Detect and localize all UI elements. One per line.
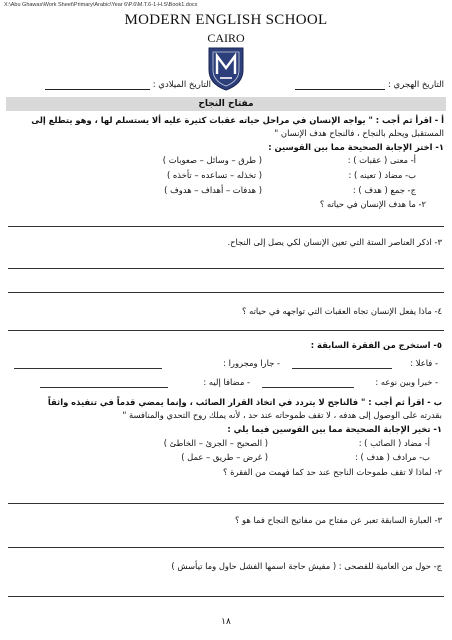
answer-line[interactable]	[8, 292, 444, 293]
answer-line[interactable]	[8, 547, 444, 548]
b-q1-heading: ١- تخير الإجابة الصحيحة مما بين القوسين فيما يلي :	[227, 424, 442, 434]
q5-subject-label: - فاعلا :	[410, 358, 438, 368]
answer-line[interactable]	[8, 596, 444, 597]
b-q1-item-b-label: ب- مرادف ( هدف ) :	[355, 452, 430, 462]
passage-b-line2: بقدرته على الوصول إلى هدفه ، لا تقف طموحاته عند حد ، لأنه يملك روح التحدي والمنافسة "	[122, 410, 442, 420]
answer-line[interactable]	[8, 330, 444, 331]
passage-b-line1: ب - اقرأ ثم أجب : " فالناجح لا يتردد في اتخاذ القرار الصائب ، وإنما يمضي قدماً في تنفيذه واثقاً	[47, 397, 442, 407]
b-q4-text: ج- حول من العامية للفصحى : ( مفيش حاجة اسمها الفشل حاول وما تيأسش )	[171, 561, 442, 571]
answer-line[interactable]	[8, 503, 444, 504]
b-q1-item-a-label: أ- مضاد ( الصائب ) :	[358, 438, 430, 448]
b-q2-text: ٢- لماذا لا تقف طموحات الناجح عند حد كما فهمت من الفقرة ؟	[223, 467, 442, 477]
answer-line[interactable]	[8, 226, 444, 227]
file-path-text: X:\Abu Ghawas\Work Sheet\Primary\Arabic\Year 6\P.6\M.T.6-1-H.S\Book1.docx	[4, 2, 198, 8]
q1-item-b-label: ب- مضاد ( تعينه ) :	[348, 170, 416, 180]
q1-heading: ١- اختر الإجابة الصحيحة مما بين القوسين :	[268, 142, 444, 152]
q5-heading: ٥- استخرج من الفقرة السابقة :	[310, 340, 442, 350]
q2-text: ٢- ما هدف الإنسان في حياته ؟	[319, 199, 426, 209]
gregorian-date-line[interactable]	[45, 80, 150, 90]
q4-text: ٤- ماذا يفعل الإنسان تجاه العقبات التي تواجهه في حياته ؟	[242, 306, 442, 316]
passage-a-line1: أ - اقرأ ثم أجب : " يواجه الإنسان في مراحل حياته عقبات كثيرة عليه ألا يستسلم لها ، وهو يتطلع إلى	[31, 115, 444, 125]
answer-line[interactable]	[8, 268, 444, 269]
q5-khabar-label: - خبرا وبين نوعه :	[375, 377, 438, 387]
passage-a-line2: المستقبل ويحلم بالنجاح ، فالنجاح هدف الإنسان "	[274, 128, 444, 138]
city-name: CAIRO	[207, 31, 245, 45]
page-number: ١٨	[221, 617, 231, 627]
b-q3-text: ٣- العبارة السابقة تعبر عن مفتاح من مفاتيح النجاح فما هو ؟	[234, 515, 442, 525]
q5-khabar-line[interactable]	[262, 387, 354, 388]
q1-item-a-label: أ- معنى ( عقبات ) :	[347, 155, 416, 165]
q1-item-b-options[interactable]: ( تخذله – تساعده – تأخذه )	[166, 170, 262, 180]
hijri-date-line[interactable]	[295, 80, 385, 90]
hijri-date-field[interactable]	[244, 80, 444, 90]
hijri-date-label: التاريخ الهجري :	[387, 80, 444, 90]
gregorian-date-field[interactable]	[6, 80, 211, 90]
q5-subject-line[interactable]	[292, 368, 392, 369]
gregorian-date-label: التاريخ الميلادي :	[152, 80, 211, 90]
q5-preposition-label: - جارا ومجرورا :	[223, 358, 280, 368]
worksheet-title: مفتاح النجاح	[6, 97, 446, 111]
q1-item-a-options[interactable]: ( طرق – وسائل – صعوبات )	[162, 155, 262, 165]
q5-mudaf-label: - مضافا إليه :	[203, 377, 250, 387]
b-q1-item-a-options[interactable]: ( الصحيح – الجرئ – الخاطئ )	[163, 438, 268, 448]
q5-mudaf-line[interactable]	[40, 387, 168, 388]
q3-text: ٣- اذكر العناصر الستة التي تعين الإنسان لكي يصل إلى النجاح.	[227, 237, 442, 247]
b-q1-item-b-options[interactable]: ( غرض – طريق – عمل )	[181, 452, 268, 462]
q1-item-c-label: ج- جمع ( هدف ) :	[352, 185, 416, 195]
school-name: MODERN ENGLISH SCHOOL	[124, 12, 328, 28]
school-crest-logo	[206, 44, 246, 92]
q5-preposition-line[interactable]	[14, 368, 162, 369]
q1-item-c-options[interactable]: ( هدفات – أهداف – هدوف )	[164, 185, 262, 195]
